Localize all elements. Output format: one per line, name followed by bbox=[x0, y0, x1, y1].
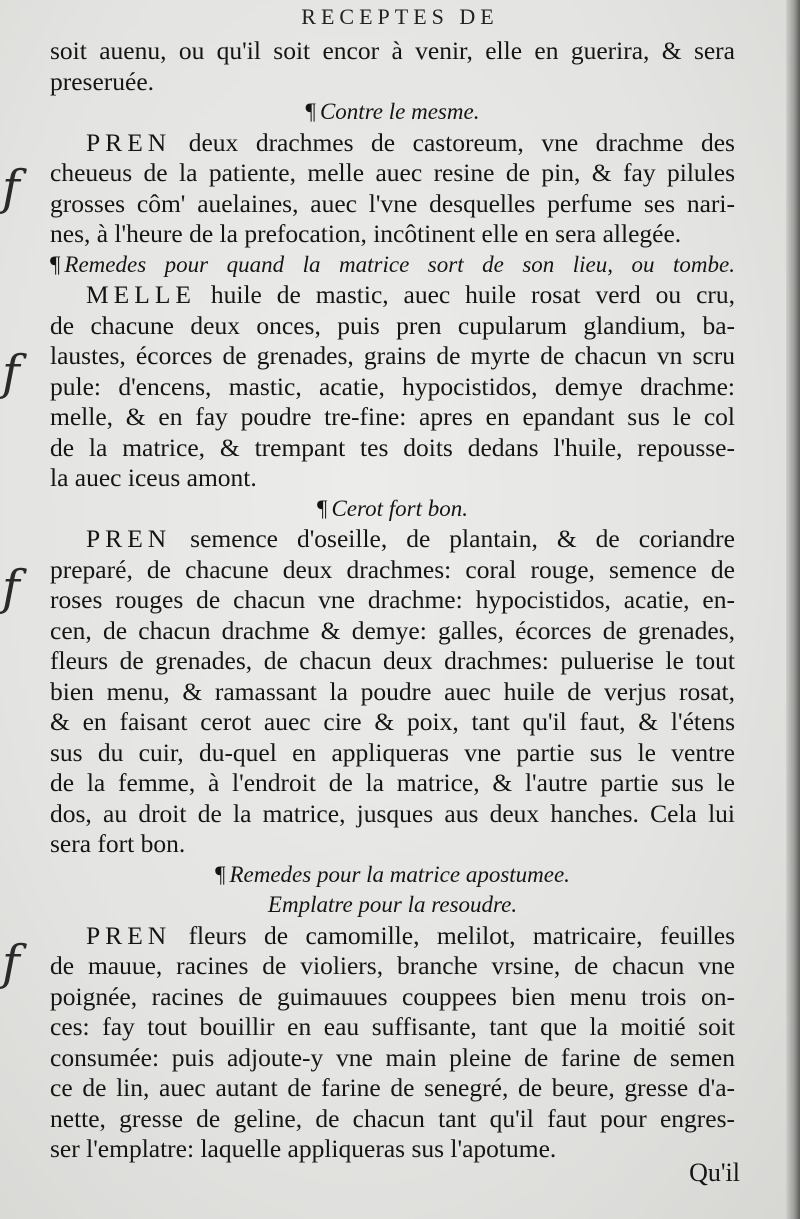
text-line bbox=[50, 341, 735, 372]
text-line bbox=[50, 67, 735, 98]
text-line bbox=[50, 372, 735, 403]
text-line bbox=[50, 433, 735, 464]
body-text bbox=[50, 36, 735, 1165]
text-line bbox=[50, 311, 735, 342]
section-heading bbox=[50, 890, 735, 921]
text-line bbox=[50, 128, 735, 159]
paragraph-initial: PREN bbox=[86, 524, 172, 553]
text-line bbox=[50, 982, 735, 1013]
margin-mark: f bbox=[2, 935, 20, 991]
line-text: poignée, racines de guimauues couppees bien menu trois on- bbox=[50, 981, 735, 1011]
line-text: sus du cuir, du-quel en appliqueras vne partie sus le ventre bbox=[50, 737, 735, 767]
text-line bbox=[50, 951, 735, 982]
line-text: nette, gresse de geline, de chacun tant qu'il faut pour engres- bbox=[50, 1103, 735, 1133]
line-text: ces: fay tout bouillir en eau suffisante, tant que la moitié soit bbox=[50, 1012, 735, 1041]
pilcrow-icon: ¶ bbox=[305, 99, 316, 124]
line-text: consumée: puis adjoute-y vne main pleine de farine de semen bbox=[50, 1042, 735, 1072]
heading-text: Cerot fort bon. bbox=[331, 495, 468, 521]
line-text: bien menu, & ramassant la poudre auec huile de verjus rosat, bbox=[50, 676, 735, 706]
line-text: preparé, de chacune deux drachmes: coral rouge, semence de bbox=[50, 554, 735, 584]
text-line bbox=[50, 799, 735, 830]
line-text: nes, à l'heure de la prefocation, incôtinent elle en sera allegée. bbox=[50, 219, 682, 248]
line-text: fleurs de grenades, de chacun deux drachmes: puluerise le tout bbox=[50, 646, 735, 675]
line-text: huile de mastic, auec huile rosat verd ou cru, bbox=[195, 280, 735, 309]
text-line bbox=[50, 219, 735, 250]
text-line bbox=[50, 555, 735, 586]
running-head: RECEPTES DE bbox=[301, 4, 499, 29]
line-text: preseruée. bbox=[50, 66, 155, 96]
margin-mark: f bbox=[2, 345, 20, 401]
section-heading bbox=[50, 250, 735, 281]
catchword: Qu'il bbox=[689, 1158, 740, 1187]
text-line bbox=[50, 1073, 735, 1104]
line-text: fleurs de camomille, melilot, matricaire, feuilles bbox=[171, 920, 735, 950]
line-text: ser l'emplatre: laquelle appliqueras sus l'apotume. bbox=[50, 1134, 557, 1163]
line-text: de la femme, à l'endroit de la matrice, & l'autre partie sus le bbox=[50, 768, 735, 797]
text-line bbox=[50, 280, 735, 311]
text-line bbox=[50, 738, 735, 769]
section-heading bbox=[50, 860, 735, 891]
line-text: de la matrice, & trempant tes doits dedans l'huile, repousse- bbox=[50, 432, 735, 462]
line-text: de mauue, racines de violiers, branche vrsine, de chacun vne bbox=[50, 951, 735, 980]
section-heading bbox=[50, 494, 735, 525]
text-line bbox=[50, 1104, 735, 1135]
line-text: grosses côm' auelaines, auec l'vne desquelles perfume ses nari- bbox=[50, 188, 735, 218]
text-line bbox=[50, 646, 735, 677]
line-text: sera fort bon. bbox=[50, 829, 186, 858]
heading-text: Remedes pour quand la matrice sort de son lieu, ou tombe. bbox=[64, 251, 735, 277]
page-spine-edge bbox=[786, 0, 800, 1219]
line-text: soit auenu, ou qu'il soit encor à venir, elle en guerira, & sera bbox=[50, 36, 735, 65]
heading-text: Remedes pour la matrice apostumee. bbox=[229, 861, 570, 887]
text-line bbox=[50, 1012, 735, 1043]
text-line bbox=[50, 921, 735, 952]
line-text: melle, & en fay poudre tre-fine: apres en epandant sus le col bbox=[50, 402, 735, 431]
margin-mark: f bbox=[2, 560, 20, 616]
line-text: de chacune deux onces, puis pren cupularum glandium, ba- bbox=[50, 310, 735, 340]
line-text: laustes, écorces de grenades, grains de myrte de chacun vn scru bbox=[50, 341, 735, 370]
section-heading bbox=[50, 97, 735, 128]
text-line bbox=[50, 189, 735, 220]
heading-text: Contre le mesme. bbox=[319, 99, 480, 124]
text-line bbox=[50, 402, 735, 433]
line-text: & en faisant cerot auec cire & poix, tant qu'il faut, & l'étens bbox=[50, 707, 735, 736]
text-line bbox=[50, 1134, 735, 1165]
text-line bbox=[50, 707, 735, 738]
line-text: cheueus de la patiente, melle auec resine de pin, & fay pilules bbox=[50, 158, 735, 187]
paragraph-initial: PREN bbox=[86, 920, 172, 950]
text-line bbox=[50, 36, 735, 67]
text-line bbox=[50, 585, 735, 616]
line-text: la auec iceus amont. bbox=[50, 463, 257, 492]
text-line bbox=[50, 829, 735, 860]
pilcrow-icon: ¶ bbox=[215, 861, 226, 887]
heading-text: Emplatre pour la resoudre. bbox=[267, 892, 518, 917]
paragraph-initial: MELLE bbox=[86, 280, 196, 309]
text-line bbox=[50, 616, 735, 647]
line-text: pule: d'encens, mastic, acatie, hypocistidos, demye drachme: bbox=[50, 371, 735, 401]
text-line bbox=[50, 768, 735, 799]
line-text: deux drachmes de castoreum, vne drachme des bbox=[171, 127, 735, 157]
text-line bbox=[50, 1043, 735, 1074]
text-line bbox=[50, 463, 735, 494]
text-line bbox=[50, 524, 735, 555]
margin-mark: f bbox=[2, 160, 20, 216]
text-line bbox=[50, 158, 735, 189]
pilcrow-icon: ¶ bbox=[50, 251, 61, 277]
paragraph-initial: PREN bbox=[86, 127, 172, 157]
line-text: dos, au droit de la matrice, jusques aus deux hanches. Cela lui bbox=[50, 798, 735, 828]
line-text: ce de lin, auec autant de farine de senegré, de beure, gresse d'a- bbox=[50, 1073, 735, 1102]
text-line bbox=[50, 677, 735, 708]
line-text: roses rouges de chacun vne drachme: hypocistidos, acatie, en- bbox=[50, 585, 735, 614]
line-text: cen, de chacun drachme & demye: galles, écorces de grenades, bbox=[50, 615, 735, 645]
line-text: semence d'oseille, de plantain, & de coriandre bbox=[171, 524, 735, 553]
pilcrow-icon: ¶ bbox=[317, 495, 328, 521]
